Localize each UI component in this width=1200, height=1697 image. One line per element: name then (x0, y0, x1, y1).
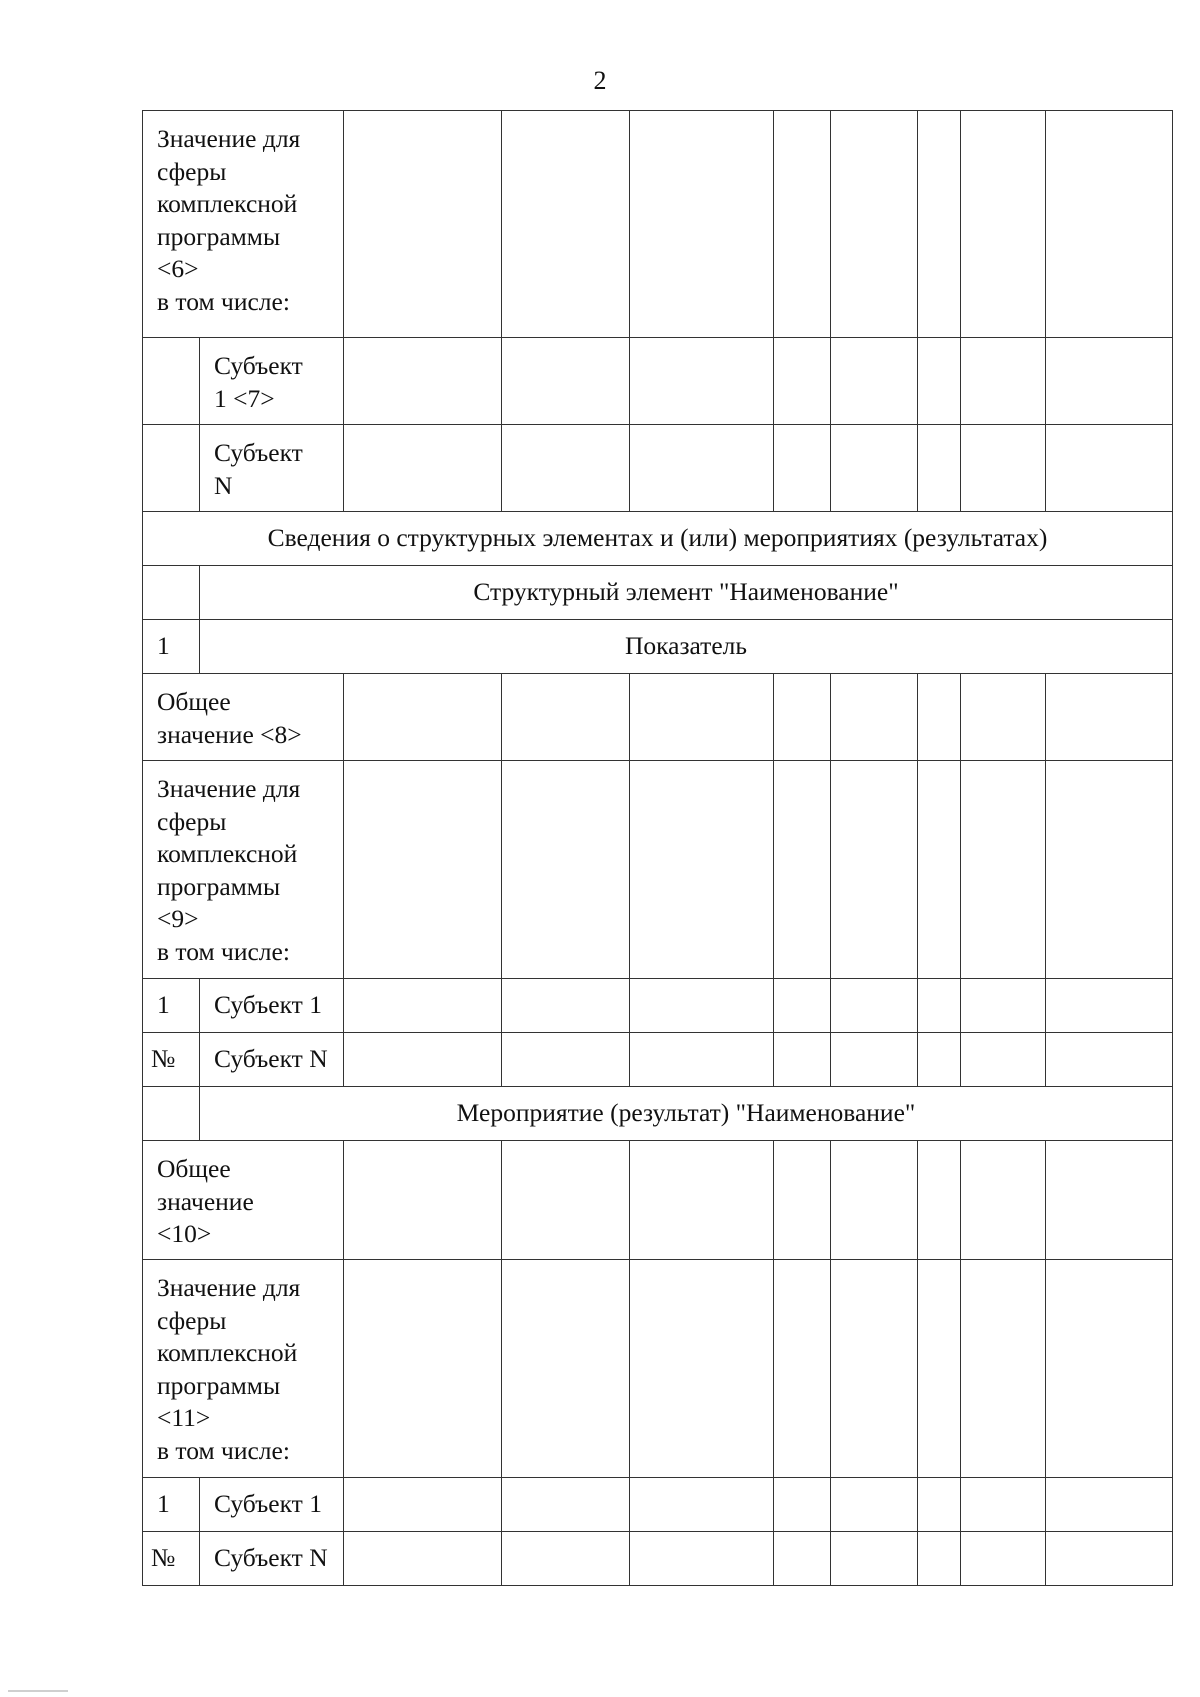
value-cell (831, 1478, 918, 1532)
value-cell (918, 1260, 961, 1478)
value-cell (344, 338, 502, 425)
value-cell (502, 761, 630, 979)
empty-number-cell (143, 1087, 200, 1141)
row-subject-1-c (143, 1478, 1173, 1532)
value-cell (961, 111, 1046, 338)
value-cell (918, 1532, 961, 1586)
sphere-value-6-label: Значение для сферы комплексной программы <6> в том числе: (143, 111, 344, 338)
value-cell (961, 761, 1046, 979)
value-cell (630, 111, 774, 338)
value-cell (774, 674, 831, 761)
value-cell (831, 338, 918, 425)
value-cell (630, 674, 774, 761)
empty-number-cell (143, 338, 200, 425)
row-total-value-10 (143, 1141, 1173, 1260)
value-cell (502, 425, 630, 512)
value-cell (774, 1532, 831, 1586)
value-cell (961, 1141, 1046, 1260)
value-cell (630, 1532, 774, 1586)
indicator-form-table (142, 110, 1173, 1586)
subject-1-7-label: Субъект 1 <7> (200, 338, 344, 425)
value-cell (961, 979, 1046, 1033)
value-cell (344, 1033, 502, 1087)
value-cell (961, 1260, 1046, 1478)
total-value-10-label: Общее значение <10> (143, 1141, 344, 1260)
subject-label: Субъект 1 (200, 1478, 344, 1532)
value-cell (502, 1033, 630, 1087)
value-cell (502, 979, 630, 1033)
sphere-value-11-label: Значение для сферы комплексной программы <11> в том числе: (143, 1260, 344, 1478)
row-sphere-value-6 (143, 111, 1173, 338)
row-total-value-8 (143, 674, 1173, 761)
value-cell (918, 1141, 961, 1260)
value-cell (344, 674, 502, 761)
row-event-result (143, 1087, 1173, 1141)
value-cell (1046, 1033, 1173, 1087)
subject-n-label: Субъект N (200, 425, 344, 512)
value-cell (630, 338, 774, 425)
value-cell (502, 1141, 630, 1260)
value-cell (502, 1260, 630, 1478)
value-cell (344, 1141, 502, 1260)
value-cell (774, 979, 831, 1033)
row-subject-1-7 (143, 338, 1173, 425)
scan-artifact-mark (8, 1690, 68, 1692)
value-cell (831, 674, 918, 761)
row-number: № (143, 1532, 200, 1586)
row-indicator (143, 620, 1173, 674)
subject-label: Субъект 1 (200, 979, 344, 1033)
value-cell (961, 338, 1046, 425)
section-header: Сведения о структурных элементах и (или) мероприятиях (результатах) (143, 512, 1173, 566)
value-cell (831, 761, 918, 979)
value-cell (831, 111, 918, 338)
value-cell (961, 674, 1046, 761)
value-cell (502, 1532, 630, 1586)
row-structural-element (143, 566, 1173, 620)
value-cell (774, 1478, 831, 1532)
row-sphere-value-9 (143, 761, 1173, 979)
value-cell (630, 761, 774, 979)
value-cell (1046, 1532, 1173, 1586)
total-value-8-label: Общее значение <8> (143, 674, 344, 761)
value-cell (502, 1478, 630, 1532)
value-cell (1046, 111, 1173, 338)
value-cell (918, 1478, 961, 1532)
value-cell (344, 111, 502, 338)
value-cell (918, 979, 961, 1033)
value-cell (630, 1141, 774, 1260)
row-subject-1-a (143, 979, 1173, 1033)
value-cell (1046, 1260, 1173, 1478)
value-cell (502, 338, 630, 425)
value-cell (918, 425, 961, 512)
value-cell (774, 425, 831, 512)
value-cell (1046, 1141, 1173, 1260)
value-cell (1046, 979, 1173, 1033)
value-cell (918, 761, 961, 979)
row-subject-n-b (143, 1033, 1173, 1087)
row-sphere-value-11 (143, 1260, 1173, 1478)
value-cell (831, 1260, 918, 1478)
indicator-title: Показатель (200, 620, 1173, 674)
row-number: № (143, 1033, 200, 1087)
value-cell (774, 1033, 831, 1087)
value-cell (961, 425, 1046, 512)
value-cell (1046, 1478, 1173, 1532)
value-cell (774, 761, 831, 979)
empty-number-cell (143, 425, 200, 512)
value-cell (918, 111, 961, 338)
value-cell (344, 761, 502, 979)
value-cell (961, 1532, 1046, 1586)
value-cell (1046, 425, 1173, 512)
row-section-header (143, 512, 1173, 566)
sphere-value-9-label: Значение для сферы комплексной программы <9> в том числе: (143, 761, 344, 979)
indicator-number: 1 (143, 620, 200, 674)
value-cell (1046, 761, 1173, 979)
value-cell (1046, 338, 1173, 425)
value-cell (344, 979, 502, 1033)
value-cell (774, 1141, 831, 1260)
value-cell (630, 1033, 774, 1087)
value-cell (1046, 674, 1173, 761)
value-cell (344, 1478, 502, 1532)
value-cell (831, 1141, 918, 1260)
value-cell (502, 674, 630, 761)
value-cell (918, 1033, 961, 1087)
value-cell (344, 1532, 502, 1586)
value-cell (831, 1532, 918, 1586)
value-cell (344, 425, 502, 512)
empty-number-cell (143, 566, 200, 620)
subject-label: Субъект N (200, 1033, 344, 1087)
row-subject-n-d (143, 1532, 1173, 1586)
row-subject-n (143, 425, 1173, 512)
value-cell (774, 1260, 831, 1478)
subject-label: Субъект N (200, 1532, 344, 1586)
value-cell (961, 1033, 1046, 1087)
value-cell (774, 111, 831, 338)
value-cell (630, 1260, 774, 1478)
value-cell (774, 338, 831, 425)
row-number: 1 (143, 979, 200, 1033)
structural-element-title: Структурный элемент "Наименование" (200, 566, 1173, 620)
row-number: 1 (143, 1478, 200, 1532)
value-cell (961, 1478, 1046, 1532)
value-cell (918, 674, 961, 761)
page-number: 2 (593, 66, 607, 95)
value-cell (831, 1033, 918, 1087)
value-cell (344, 1260, 502, 1478)
value-cell (918, 338, 961, 425)
value-cell (831, 425, 918, 512)
value-cell (630, 1478, 774, 1532)
event-result-title: Мероприятие (результат) "Наименование" (200, 1087, 1173, 1141)
value-cell (831, 979, 918, 1033)
value-cell (630, 425, 774, 512)
value-cell (502, 111, 630, 338)
value-cell (630, 979, 774, 1033)
